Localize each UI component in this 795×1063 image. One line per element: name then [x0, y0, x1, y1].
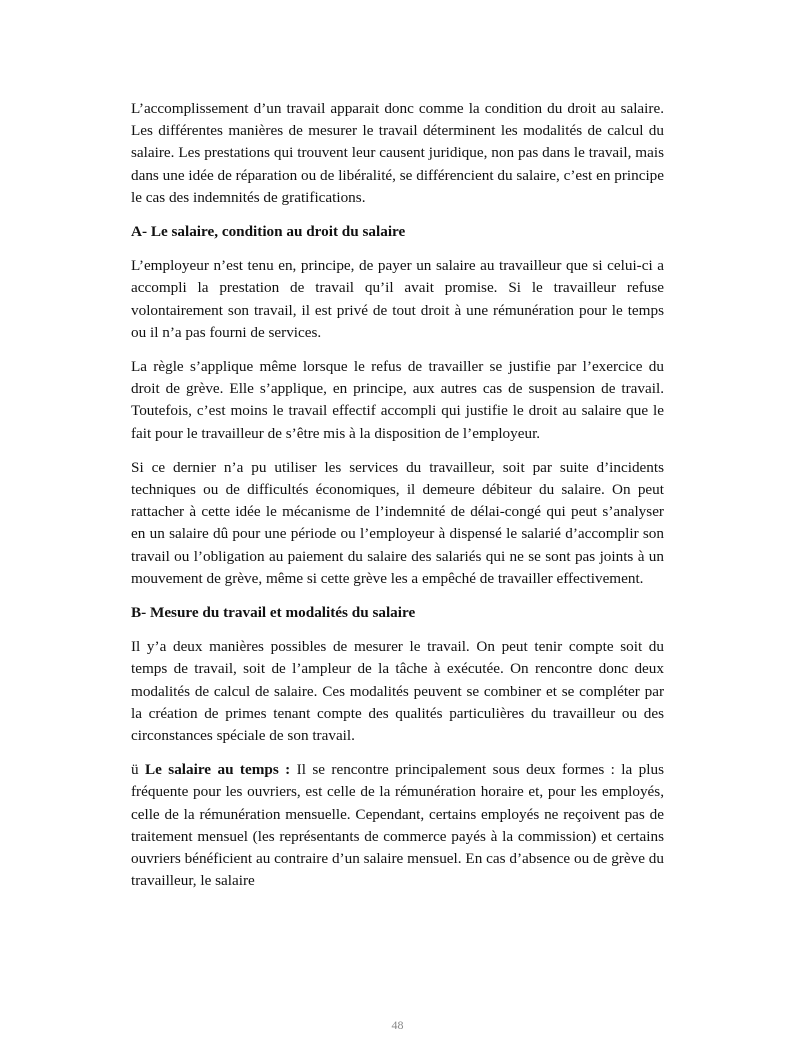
paragraph-employer-debtor: Si ce dernier n’a pu utiliser les services du travailleur, soit par suite d’incidents techniques ou de difficultés économiques, il demeure débiteur du salaire. On peut rattacher à cette idée le mécanisme de l’indemnité de délai-congé qui peut s’analyser en un salaire dû pour une période ou l’employeur à dispensé le salarié d’accomplir son travail ou l’obligation au paiement du salaire des salariés qui ne se sont pas joints à un mouvement de grève, même si cette grève les a empêché de travailler effectivement.	[131, 458, 664, 587]
paragraph-intro: L’accomplissement d’un travail apparait donc comme la condition du droit au salaire. Les différentes manières de mesurer le travail déterminent les modalités de calcul du salaire. Les prestations qui trouvent leur causent juridique, non pas dans le travail, mais dans une idée de réparation ou de libéralité, se différencient du salaire, c’est en principe le cas des indemnités de gratifications.	[131, 100, 664, 206]
section-heading-b: B- Mesure du travail et modalités du salaire	[131, 604, 416, 622]
paragraph-employer-obligation: L’employeur n’est tenu en, principe, de payer un salaire au travailleur que si celui-ci a accompli la prestation de travail qu’il avait promise. Si le travailleur refuse volontairement son travail, il est privé de tout droit à une rémunération pour le temps ou il n’a pas fourni de services.	[131, 257, 664, 341]
section-heading-a: A- Le salaire, condition au droit du salaire	[131, 223, 406, 241]
checkmark-bullet-icon: ü	[131, 761, 139, 779]
page-body	[131, 98, 664, 905]
paragraph-strike-rule: La règle s’applique même lorsque le refus de travailler se justifie par l’exercice du droit de grève. Elle s’applique, en principe, aux autres cas de suspension de travail. Toutefois, c’est moins le travail effectif accompli qui justifie le droit au salaire que le fait pour le travailleur de s’être mis à la disposition de l’employeur.	[131, 358, 664, 442]
bullet-title: Le salaire au temps :	[145, 761, 291, 779]
paragraph-time-salary	[131, 759, 664, 892]
paragraph-measure-work: Il y’a deux manières possibles de mesurer le travail. On peut tenir compte soit du temps de travail, soit de l’ampleur de la tâche à exécutée. On rencontre donc deux modalités de calcul de salaire. Ces modalités peuvent se combiner et se compléter par la création de primes tenant compte des qualités particulières du travailleur ou des circonstances spéciale de son travail.	[131, 638, 664, 745]
page-number: 48	[391, 1018, 404, 1032]
bullet-text: Il se rencontre principalement sous deux formes : la plus fréquente pour les ouvriers, est celle de la rémunération horaire et, pour les employés, celle de la rémunération mensuelle. Cependant, certains employés ne reçoivent pas de traitement mensuel (les représentants de commerce payés à la commission) et certains ouvriers bénéficient au contraire d’un salaire mensuel. En cas d’absence ou de grève du travailleur, le salaire	[131, 761, 664, 890]
